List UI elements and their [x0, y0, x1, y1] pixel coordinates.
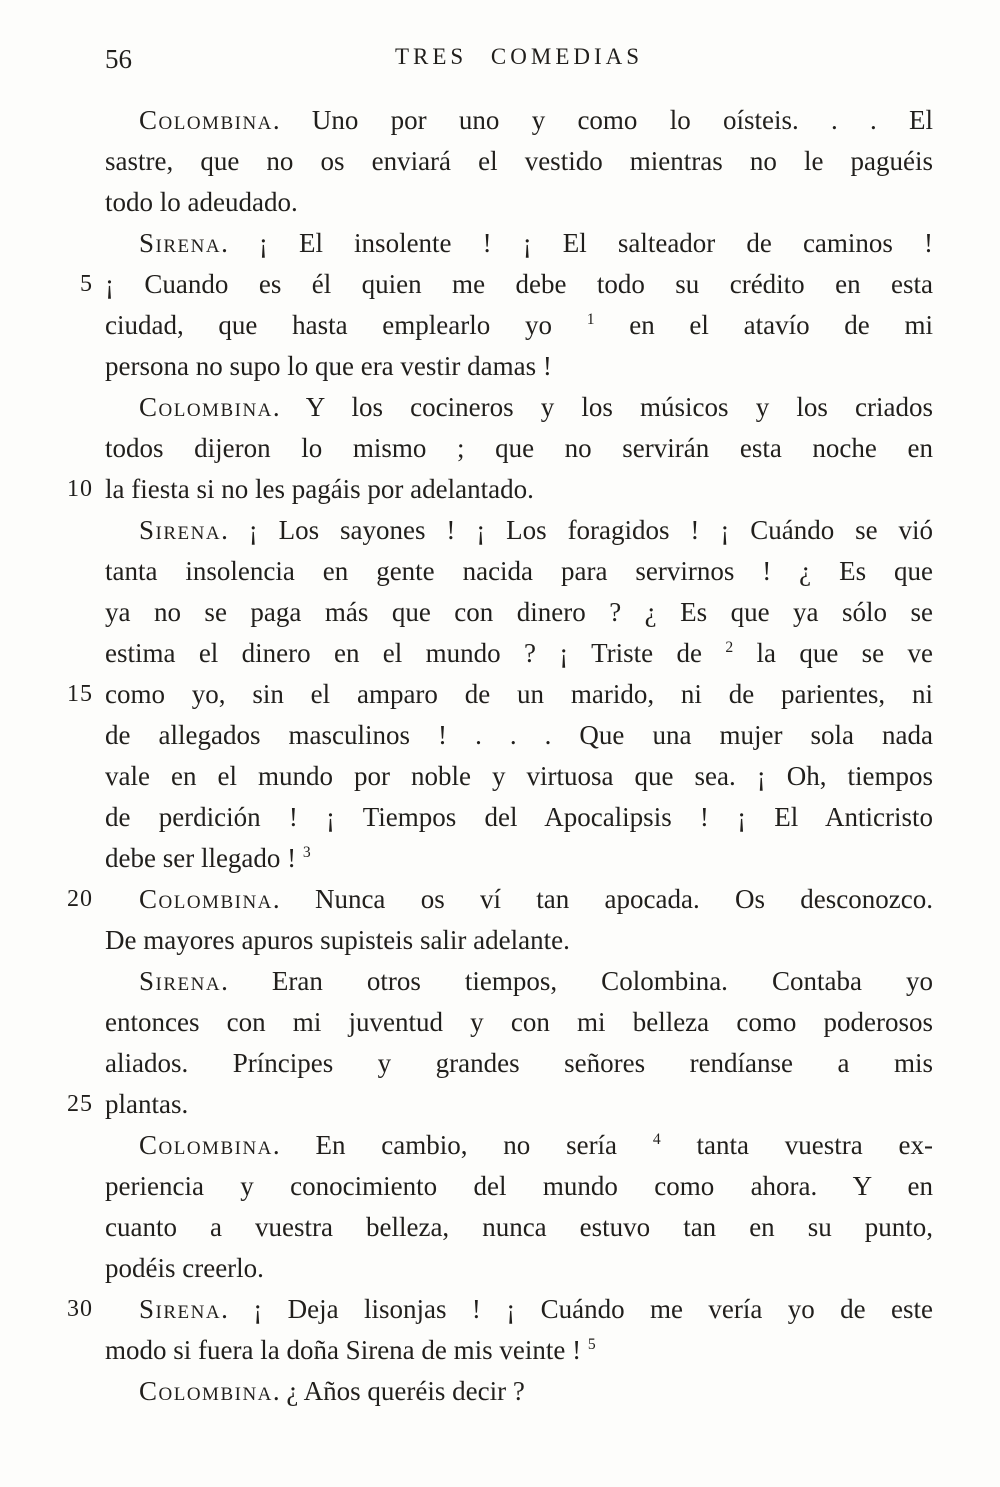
dialogue-text: vale en el mundo por noble y virtuosa que sea. ¡ Oh, tiempos	[105, 761, 933, 791]
text-line	[105, 592, 933, 633]
text-line	[105, 387, 933, 428]
speaker-name: Sirena	[139, 1294, 222, 1324]
running-header	[105, 44, 933, 78]
dialogue-text: debe ser llegado !	[105, 843, 303, 873]
text-line	[80, 264, 933, 305]
text-line	[67, 879, 933, 920]
dialogue-text: cuanto a vuestra belleza, nunca estuvo tan en su punto,	[105, 1212, 933, 1242]
text-line	[105, 1248, 933, 1289]
dialogue-text: podéis creerlo.	[105, 1253, 264, 1283]
footnote-reference: 2	[725, 639, 734, 656]
text-line	[105, 961, 933, 1002]
dialogue-text: modo si fuera la doña Sirena de mis veinte !	[105, 1335, 588, 1365]
text-line	[105, 182, 933, 223]
dialogue-text: en el atavío de mi	[594, 310, 933, 340]
text-line	[105, 510, 933, 551]
dialogue-text: ¡ Cuando es él quien me debe todo su crédito en esta	[105, 269, 933, 299]
dialogue-text: persona no supo lo que era vestir damas !	[105, 351, 552, 381]
text-line	[105, 1043, 933, 1084]
dialogue-text: la que se ve	[733, 638, 933, 668]
text-line	[105, 797, 933, 838]
dialogue-text: . Eran otros tiempos, Colombina. Contaba yo	[221, 966, 933, 996]
dialogue-text: plantas.	[105, 1089, 189, 1119]
margin-line-number: 20	[67, 886, 93, 912]
text-line	[105, 1207, 933, 1248]
footnote-reference: 4	[652, 1131, 661, 1148]
dialogue-text: todos dijeron lo mismo ; que no servirán esta noche en	[105, 433, 933, 463]
text-line	[105, 633, 933, 674]
footnote-reference: 1	[586, 311, 595, 328]
dialogue-text: entonces con mi juventud y con mi belleza como poderosos	[105, 1007, 933, 1037]
speaker-name: Colombina	[139, 1376, 273, 1406]
text-line	[105, 223, 933, 264]
margin-line-number: 5	[80, 271, 93, 297]
dialogue-text: de perdición ! ¡ Tiempos del Apocalipsis ! ¡ El Anticristo	[105, 802, 933, 832]
dialogue-text: de allegados masculinos ! . . . Que una mujer sola nada	[105, 720, 933, 750]
text-line	[105, 141, 933, 182]
page-number: 56	[105, 44, 132, 74]
speaker-name: Sirena	[139, 515, 222, 545]
speaker-name: Sirena	[139, 228, 222, 258]
text-block	[67, 100, 933, 1412]
text-line	[105, 1330, 933, 1371]
text-line	[105, 1125, 933, 1166]
speaker-name: Colombina	[139, 1130, 273, 1160]
dialogue-text: tanta insolencia en gente nacida para servirnos ! ¿ Es que	[105, 556, 933, 586]
speaker-name: Colombina	[139, 392, 273, 422]
text-line	[105, 428, 933, 469]
margin-line-number: 15	[67, 681, 93, 707]
text-line	[67, 469, 933, 510]
dialogue-text: sastre, que no os enviará el vestido mientras no le paguéis	[105, 146, 933, 176]
text-line	[105, 1166, 933, 1207]
dialogue-text: periencia y conocimiento del mundo como ahora. Y en	[105, 1171, 933, 1201]
dialogue-text: todo lo adeudado.	[105, 187, 298, 217]
text-line	[105, 756, 933, 797]
text-line	[105, 551, 933, 592]
text-line	[105, 920, 933, 961]
dialogue-text: De mayores apuros supisteis salir adelante.	[105, 925, 570, 955]
footnote-reference: 3	[302, 844, 311, 861]
dialogue-text: . ¿ Años queréis decir ?	[272, 1376, 525, 1406]
running-title: TRES COMEDIAS	[394, 44, 644, 69]
dialogue-text: . ¡ Deja lisonjas ! ¡ Cuándo me vería yo de este	[221, 1294, 933, 1324]
text-line	[105, 715, 933, 756]
speaker-name: Sirena	[139, 966, 222, 996]
dialogue-text: . ¡ Los sayones ! ¡ Los foragidos ! ¡ Cuándo se vió	[221, 515, 933, 545]
text-line	[105, 1371, 933, 1412]
dialogue-text: . Uno por uno y como lo oísteis. . . El	[272, 105, 933, 135]
dialogue-text: . ¡ El insolente ! ¡ El salteador de caminos !	[221, 228, 933, 258]
text-line	[105, 838, 933, 879]
dialogue-text: . En cambio, no sería	[272, 1130, 653, 1160]
text-line	[105, 346, 933, 387]
dialogue-text: la fiesta si no les pagáis por adelantado.	[105, 474, 534, 504]
text-line	[105, 305, 933, 346]
text-line	[105, 100, 933, 141]
dialogue-text: ciudad, que hasta emplearlo yo	[105, 310, 587, 340]
margin-line-number: 10	[67, 476, 93, 502]
text-line	[67, 1289, 933, 1330]
speaker-name: Colombina	[139, 884, 273, 914]
dialogue-text: aliados. Príncipes y grandes señores rendíanse a mis	[105, 1048, 933, 1078]
text-line	[105, 1002, 933, 1043]
text-line	[67, 1084, 933, 1125]
text-line	[67, 674, 933, 715]
footnote-reference: 5	[587, 1336, 596, 1353]
speaker-name: Colombina	[139, 105, 273, 135]
margin-line-number: 25	[67, 1091, 93, 1117]
dialogue-text: estima el dinero en el mundo ? ¡ Triste de	[105, 638, 726, 668]
dialogue-text: ya no se paga más que con dinero ? ¿ Es que ya sólo se	[105, 597, 933, 627]
dialogue-text: . Y los cocineros y los músicos y los criados	[272, 392, 933, 422]
dialogue-text: como yo, sin el amparo de un marido, ni de parientes, ni	[105, 679, 933, 709]
dialogue-text: tanta vuestra ex-	[660, 1130, 933, 1160]
dialogue-text: . Nunca os ví tan apocada. Os desconozco.	[272, 884, 933, 914]
margin-line-number: 30	[67, 1296, 93, 1322]
